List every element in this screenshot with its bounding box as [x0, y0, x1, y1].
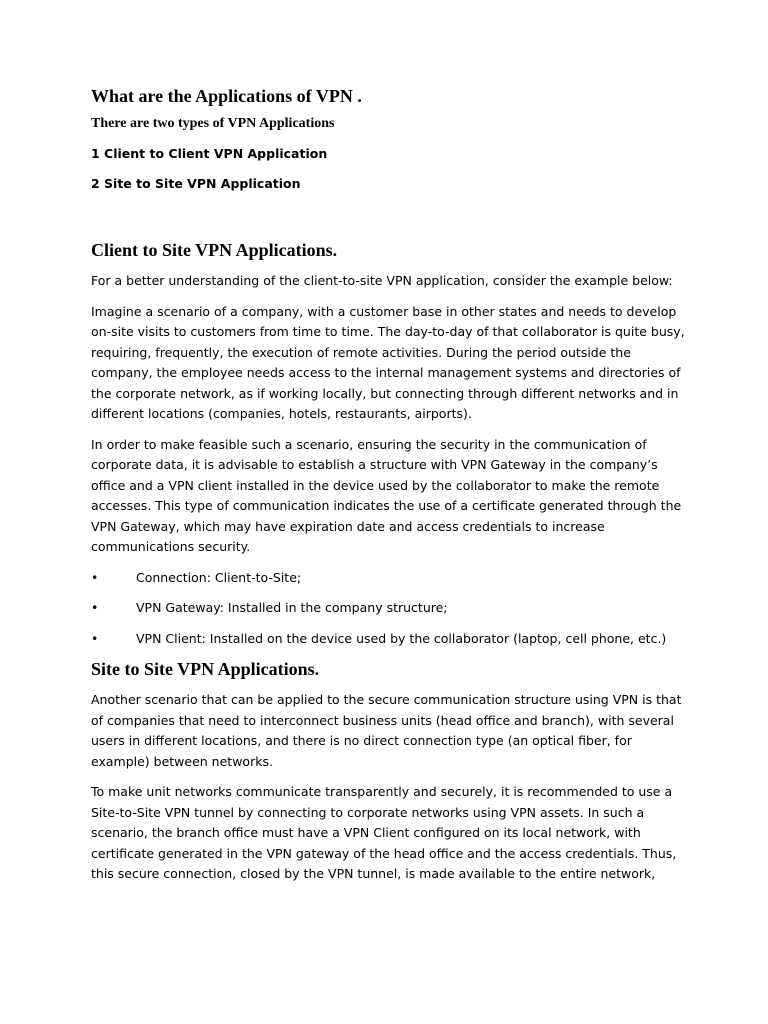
client-to-site-paragraph-1: [91, 302, 691, 425]
section-heading-site-to-site: Site to Site VPN Applications.: [91, 659, 320, 679]
bullet-icon: •: [91, 569, 99, 585]
document-title: What are the Applications of VPN .: [91, 86, 362, 106]
type-item-client-to-client: 1 Client to Client VPN Application: [91, 146, 328, 161]
bullet-text: VPN Gateway: Installed in the company structure;: [136, 600, 448, 615]
bullet-icon: •: [91, 630, 99, 646]
text-line: Imagine a scenario of a company, with a customer base in other states and needs to develop: [91, 303, 677, 319]
site-to-site-paragraph-1: [91, 690, 691, 772]
bullet-text: Connection: Client-to-Site;: [136, 569, 302, 585]
text-line: Another scenario that can be applied to the secure communication structure using VPN is that: [91, 692, 682, 707]
text-line: on-site visits to customers from time to time. The day-to-day of that collaborator is quite busy,: [91, 324, 685, 339]
bullet-item-connection: [91, 568, 691, 589]
text-line: scenario, the branch office must have a VPN Client configured on its local network, with: [91, 825, 641, 840]
bullet-text: VPN Client: Installed on the device used by the collaborator (laptop, cell phone, etc.): [136, 630, 667, 646]
text-line: office and a VPN client installed in the device used by the collaborator to make the remote: [91, 477, 660, 493]
client-to-site-intro: [91, 271, 691, 292]
text-line: requiring, frequently, the execution of remote activities. During the period outside the: [91, 344, 631, 360]
text-line: users in different locations, and there is no direct connection type (an optical fiber, for: [91, 733, 632, 748]
document-page: [91, 84, 691, 895]
text-line: communications security.: [91, 539, 251, 554]
text-line: certificate generated in the VPN gateway of the head office and the access credentials. Thus,: [91, 845, 677, 861]
text-line: this secure connection, closed by the VPN tunnel, is made available to the entire network,: [91, 866, 656, 881]
type-item-site-to-site: 2 Site to Site VPN Application: [91, 176, 301, 191]
bullet-icon: •: [91, 600, 99, 615]
text-line: example) between networks.: [91, 753, 273, 769]
text-line: corporate data, it is advisable to establish a structure with VPN Gateway in the company’s: [91, 457, 658, 472]
text-line: accesses. This type of communication indicates the use of a certificate generated through the: [91, 498, 682, 513]
types-intro: There are two types of VPN Applications: [91, 116, 335, 131]
text-line: For a better understanding of the client-to-site VPN application, consider the example below:: [91, 273, 673, 288]
section-heading-client-to-site: Client to Site VPN Applications.: [91, 240, 338, 260]
text-line: To make unit networks communicate transparently and securely, it is recommended to use a: [91, 784, 673, 799]
text-line: of companies that need to interconnect business units (head office and branch), with several: [91, 712, 674, 728]
bullet-item-vpn-client: [91, 629, 691, 650]
client-to-site-paragraph-2: [91, 435, 691, 558]
text-line: company, the employee needs access to the internal management systems and directories of: [91, 365, 681, 380]
text-line: Site-to-Site VPN tunnel by connecting to corporate networks using VPN assets. In such a: [91, 804, 645, 820]
text-line: In order to make feasible such a scenario, ensuring the security in the communication of: [91, 436, 647, 452]
text-line: the corporate network, as if working locally, but connecting through different networks and in: [91, 385, 679, 401]
text-line: different locations (companies, hotels, restaurants, airports).: [91, 406, 472, 421]
bullet-item-vpn-gateway: [91, 598, 691, 619]
text-line: VPN Gateway, which may have expiration date and access credentials to increase: [91, 518, 605, 534]
site-to-site-paragraph-2: [91, 782, 691, 885]
